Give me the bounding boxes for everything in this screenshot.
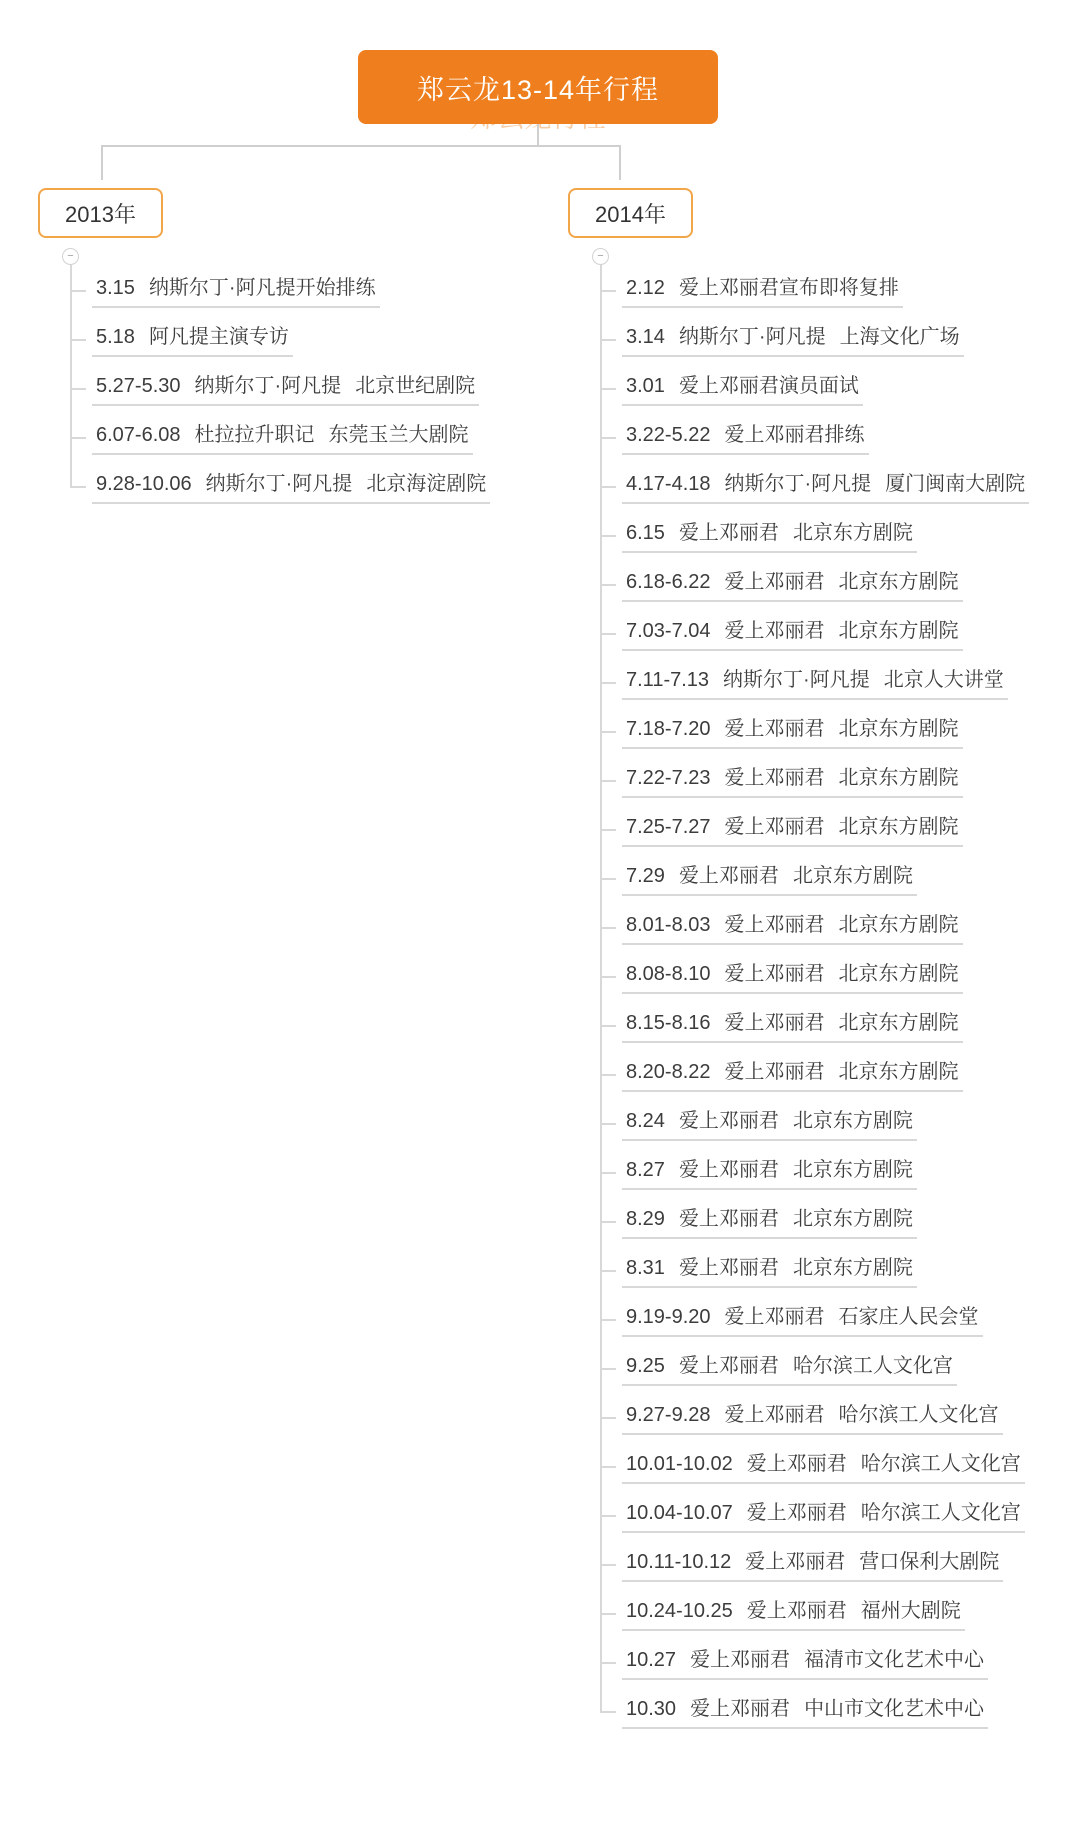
leaf-item-date: 8.24 (626, 1110, 665, 1132)
leaf-item-date: 7.11-7.13 (626, 669, 710, 691)
leaf-item-date: 8.01-8.03 (626, 914, 711, 936)
leaf-item-venue: 哈尔滨工人文化宫 (838, 1404, 999, 1426)
leaf-item-text (622, 565, 963, 602)
leaf-item-text (622, 761, 963, 798)
collapse-icon: − (67, 250, 74, 262)
leaf-item[interactable] (600, 657, 1060, 706)
leaf-item-venue: 北京东方剧院 (838, 1012, 959, 1034)
connector-horizontal (101, 145, 621, 147)
leaf-item-title: 阿凡提主演专访 (148, 326, 289, 348)
leaf-item-title: 爱上邓丽君 (724, 767, 825, 789)
leaf-item-date: 7.18-7.20 (626, 718, 711, 740)
leaf-item-date: 8.27 (626, 1159, 665, 1181)
leaf-item-date: 3.01 (626, 375, 665, 397)
root-node[interactable] (358, 50, 718, 124)
leaf-item-text (92, 320, 293, 357)
leaf-item[interactable] (600, 559, 1060, 608)
leaf-item-date: 6.15 (626, 522, 665, 544)
leaf-item-title: 爱上邓丽君排练 (724, 424, 865, 446)
branch-node-2014[interactable] (568, 188, 693, 238)
leaf-item-title: 爱上邓丽君 (746, 1453, 847, 1475)
leaf-item-date: 10.11-10.12 (626, 1551, 732, 1573)
leaf-item-text (622, 271, 903, 308)
leaf-item-text (622, 908, 963, 945)
leaf-item-date: 9.25 (626, 1355, 665, 1377)
leaf-item-venue: 北京东方剧院 (792, 1257, 913, 1279)
leaf-item[interactable] (600, 363, 1060, 412)
leaf-item-venue: 北京东方剧院 (792, 1110, 913, 1132)
leaf-item-venue: 哈尔滨工人文化宫 (792, 1355, 953, 1377)
leaf-item-venue: 哈尔滨工人文化宫 (860, 1502, 1021, 1524)
leaf-item-title: 爱上邓丽君 (690, 1649, 791, 1671)
leaf-item-text (92, 467, 490, 504)
leaf-item-venue: 北京世纪剧院 (355, 375, 476, 397)
leaf-item[interactable] (70, 265, 500, 314)
leaf-item-date: 10.27 (626, 1649, 677, 1671)
leaf-item[interactable] (600, 1343, 1060, 1392)
leaf-item-date: 9.28-10.06 (96, 473, 192, 495)
leaf-item-title: 纳斯尔丁·阿凡提 (724, 473, 872, 495)
leaf-item[interactable] (600, 951, 1060, 1000)
leaf-item-venue: 北京东方剧院 (838, 816, 959, 838)
leaf-item-date: 6.18-6.22 (626, 571, 711, 593)
leaf-item-text (622, 1300, 983, 1337)
leaf-item-title: 爱上邓丽君 (678, 1110, 779, 1132)
branch-node-2013[interactable] (38, 188, 163, 238)
collapse-icon: − (597, 250, 604, 262)
leaf-item-date: 9.27-9.28 (626, 1404, 711, 1426)
leaf-item-title: 爱上邓丽君 (678, 1159, 779, 1181)
leaf-item-text (622, 1398, 1003, 1435)
leaf-item-title: 爱上邓丽君 (724, 816, 825, 838)
leaf-item-text (622, 467, 1029, 504)
leaf-item-venue: 福州大剧院 (860, 1600, 961, 1622)
leaf-item-title: 杜拉拉升职记 (194, 424, 315, 446)
leaf-item-venue: 厦门闽南大剧院 (885, 473, 1026, 495)
leaf-item-date: 10.30 (626, 1698, 677, 1720)
leaf-item-venue: 东莞玉兰大剧院 (328, 424, 469, 446)
leaf-item-text (622, 1055, 963, 1092)
leaf-item-venue: 北京东方剧院 (838, 1061, 959, 1083)
leaf-item-title: 爱上邓丽君 (678, 1257, 779, 1279)
leaf-item-title: 爱上邓丽君 (746, 1502, 847, 1524)
root-node-label: 郑云龙13-14年行程 (416, 74, 660, 105)
leaf-item[interactable] (600, 1245, 1060, 1294)
leaf-item[interactable] (70, 363, 500, 412)
leaf-item-title: 爱上邓丽君 (724, 718, 825, 740)
leaf-item-text (622, 1643, 988, 1680)
leaf-item-title: 爱上邓丽君 (678, 1355, 779, 1377)
leaf-item[interactable] (600, 1294, 1060, 1343)
leaf-item-text (622, 320, 964, 357)
leaf-item-title: 爱上邓丽君 (690, 1698, 791, 1720)
leaf-item-title: 爱上邓丽君 (724, 1306, 825, 1328)
connector-root-vertical (537, 124, 539, 146)
leaf-item-date: 5.27-5.30 (96, 375, 181, 397)
leaf-item-date: 5.18 (96, 326, 135, 348)
connector-branch-2013 (101, 145, 103, 180)
leaf-item-text (92, 271, 380, 308)
leaf-item-text (622, 1202, 917, 1239)
leaf-item-text (622, 1153, 917, 1190)
leaf-item-date: 3.14 (626, 326, 665, 348)
leaf-item-title: 纳斯尔丁·阿凡提 (194, 375, 342, 397)
leaf-item-text (622, 1104, 917, 1141)
leaf-item-venue: 北京东方剧院 (792, 1159, 913, 1181)
leaf-item[interactable] (600, 706, 1060, 755)
leaf-list-2013 (70, 265, 500, 510)
leaf-list-2014 (600, 265, 1060, 1735)
leaf-item-title: 爱上邓丽君 (746, 1600, 847, 1622)
leaf-item[interactable] (600, 804, 1060, 853)
leaf-item-date: 8.29 (626, 1208, 665, 1230)
leaf-item-title: 爱上邓丽君 (745, 1551, 846, 1573)
leaf-item-venue: 北京东方剧院 (792, 1208, 913, 1230)
leaf-item-date: 7.29 (626, 865, 665, 887)
leaf-item[interactable] (70, 461, 500, 510)
leaf-item-venue: 北京东方剧院 (838, 963, 959, 985)
leaf-item-text (622, 712, 963, 749)
leaf-item-title: 爱上邓丽君演员面试 (678, 375, 859, 397)
leaf-item-venue: 北京东方剧院 (792, 522, 913, 544)
leaf-item-venue: 哈尔滨工人文化宫 (860, 1453, 1021, 1475)
leaf-item-title: 爱上邓丽君 (724, 620, 825, 642)
leaf-item-date: 8.31 (626, 1257, 665, 1279)
leaf-item-venue: 北京东方剧院 (792, 865, 913, 887)
leaf-item[interactable] (600, 314, 1060, 363)
leaf-item-title: 纳斯尔丁·阿凡提 (205, 473, 353, 495)
leaf-item-text (622, 1006, 963, 1043)
leaf-item-venue: 北京东方剧院 (838, 914, 959, 936)
leaf-item[interactable] (600, 1049, 1060, 1098)
leaf-item-date: 10.24-10.25 (626, 1600, 733, 1622)
leaf-item-text (622, 516, 917, 553)
branch-label-2014: 2014年 (595, 201, 666, 227)
leaf-item-title: 爱上邓丽君宣布即将复排 (678, 277, 899, 299)
leaf-item-venue: 石家庄人民会堂 (838, 1306, 979, 1328)
leaf-item-text (622, 663, 1008, 700)
leaf-item[interactable] (600, 608, 1060, 657)
leaf-item-date: 7.03-7.04 (626, 620, 711, 642)
collapse-toggle-2014[interactable] (592, 248, 609, 265)
leaf-item-date: 3.22-5.22 (626, 424, 711, 446)
leaf-item-venue: 中山市文化艺术中心 (804, 1698, 985, 1720)
leaf-item-title: 爱上邓丽君 (724, 1061, 825, 1083)
leaf-item-date: 10.01-10.02 (626, 1453, 733, 1475)
leaf-item[interactable] (70, 314, 500, 363)
leaf-item-venue: 北京东方剧院 (838, 718, 959, 740)
leaf-item-date: 4.17-4.18 (626, 473, 711, 495)
leaf-item-venue: 北京人大讲堂 (883, 669, 1004, 691)
leaf-item-title: 爱上邓丽君 (724, 1404, 825, 1426)
leaf-item-title: 爱上邓丽君 (678, 522, 779, 544)
leaf-item[interactable] (600, 1392, 1060, 1441)
leaf-item[interactable] (600, 1000, 1060, 1049)
leaf-item-venue: 福清市文化艺术中心 (804, 1649, 985, 1671)
leaf-item-title: 爱上邓丽君 (678, 865, 779, 887)
leaf-item-date: 9.19-9.20 (626, 1306, 711, 1328)
leaf-item-text (92, 369, 479, 406)
leaf-item[interactable] (600, 1098, 1060, 1147)
connector-branch-2014 (619, 145, 621, 180)
leaf-item-date: 8.08-8.10 (626, 963, 711, 985)
leaf-item-text (622, 369, 863, 406)
leaf-item-title: 爱上邓丽君 (724, 914, 825, 936)
leaf-item-text (622, 810, 963, 847)
leaf-item-title: 爱上邓丽君 (724, 1012, 825, 1034)
leaf-item-venue: 北京东方剧院 (838, 571, 959, 593)
leaf-item[interactable] (600, 1686, 1060, 1735)
leaf-item[interactable] (600, 853, 1060, 902)
leaf-item[interactable] (600, 1637, 1060, 1686)
leaf-item-title: 爱上邓丽君 (724, 571, 825, 593)
leaf-item-date: 8.15-8.16 (626, 1012, 711, 1034)
leaf-item-venue: 北京海淀剧院 (366, 473, 487, 495)
leaf-item[interactable] (70, 412, 500, 461)
leaf-item-text (622, 1594, 965, 1631)
leaf-item[interactable] (600, 412, 1060, 461)
leaf-item-title: 纳斯尔丁·阿凡提开始排练 (148, 277, 376, 299)
leaf-item-text (622, 1251, 917, 1288)
leaf-item-text (622, 859, 917, 896)
leaf-item-date: 7.22-7.23 (626, 767, 711, 789)
leaf-item[interactable] (600, 1196, 1060, 1245)
leaf-item-title: 爱上邓丽君 (724, 963, 825, 985)
branch-label-2013: 2013年 (65, 201, 136, 227)
leaf-item[interactable] (600, 755, 1060, 804)
leaf-item-text (622, 1349, 957, 1386)
leaf-item[interactable] (600, 1588, 1060, 1637)
leaf-item[interactable] (600, 1441, 1060, 1490)
leaf-item-text (92, 418, 473, 455)
leaf-item-venue: 北京东方剧院 (838, 767, 959, 789)
leaf-item-text (622, 418, 869, 455)
leaf-item-venue: 营口保利大剧院 (859, 1551, 1000, 1573)
leaf-item-text (622, 614, 963, 651)
leaf-item-date: 6.07-6.08 (96, 424, 181, 446)
leaf-item-text (622, 957, 963, 994)
leaf-item-text (622, 1496, 1025, 1533)
leaf-item-venue: 北京东方剧院 (838, 620, 959, 642)
leaf-item-date: 3.15 (96, 277, 135, 299)
leaf-item[interactable] (600, 265, 1060, 314)
leaf-item-text (622, 1545, 1003, 1582)
leaf-item-date: 10.04-10.07 (626, 1502, 733, 1524)
leaf-item-title: 爱上邓丽君 (678, 1208, 779, 1230)
leaf-item[interactable] (600, 510, 1060, 559)
leaf-item[interactable] (600, 1539, 1060, 1588)
leaf-item-date: 7.25-7.27 (626, 816, 711, 838)
leaf-item[interactable] (600, 1490, 1060, 1539)
leaf-item-text (622, 1447, 1025, 1484)
leaf-item-date: 8.20-8.22 (626, 1061, 711, 1083)
collapse-toggle-2013[interactable] (62, 248, 79, 265)
leaf-item-text (622, 1692, 988, 1729)
leaf-item[interactable] (600, 461, 1060, 510)
leaf-item-venue: 上海文化广场 (839, 326, 960, 348)
leaf-item[interactable] (600, 1147, 1060, 1196)
leaf-item-title: 纳斯尔丁·阿凡提 (723, 669, 870, 691)
leaf-item-date: 2.12 (626, 277, 665, 299)
leaf-item-title: 纳斯尔丁·阿凡提 (678, 326, 826, 348)
leaf-item[interactable] (600, 902, 1060, 951)
